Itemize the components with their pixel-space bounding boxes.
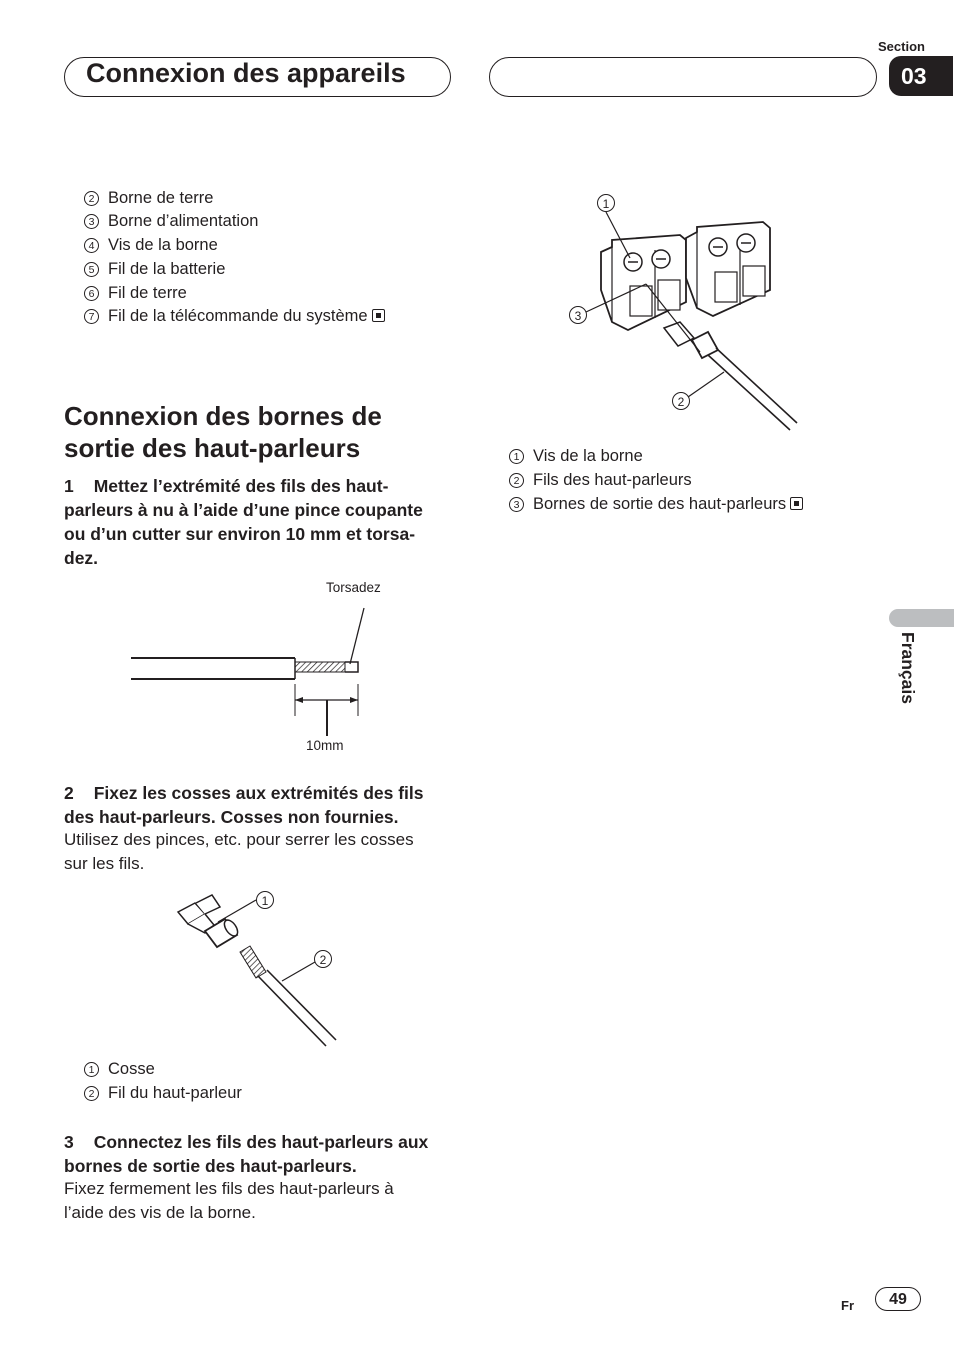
list-item-text: Borne de terre bbox=[108, 189, 214, 207]
callout-number: 1 bbox=[84, 1062, 99, 1077]
list-item-text: Fil du haut-parleur bbox=[108, 1084, 242, 1102]
step-line: dez. bbox=[64, 548, 99, 568]
section-label: Section bbox=[878, 39, 925, 54]
list-item bbox=[509, 471, 692, 490]
step-3 bbox=[64, 1130, 464, 1178]
callout-number: 2 bbox=[672, 392, 690, 410]
section-heading: Connexion des bornes de sortie des haut-parleurs bbox=[64, 401, 382, 463]
callout-number: 2 bbox=[84, 1086, 99, 1101]
footer-language-code: Fr bbox=[841, 1298, 854, 1313]
step-line: bornes de sortie des haut-parleurs. bbox=[64, 1156, 357, 1176]
list-item bbox=[509, 495, 803, 514]
callout-number: 7 bbox=[84, 309, 99, 324]
list-item-text: Fil de la télécommande du système bbox=[108, 307, 368, 325]
terminal-callout-1 bbox=[597, 194, 624, 214]
figure-label-length: 10mm bbox=[306, 738, 344, 753]
language-label: Français bbox=[898, 632, 918, 704]
body-line: l’aide des vis de la borne. bbox=[64, 1203, 256, 1222]
step-2 bbox=[64, 781, 454, 829]
step-number: 1 bbox=[64, 476, 74, 496]
terminal-callout-2 bbox=[672, 392, 699, 412]
list-item bbox=[84, 212, 258, 231]
step-line: Fixez les cosses aux extrémités des fils bbox=[93, 783, 424, 803]
callout-number: 5 bbox=[84, 262, 99, 277]
callout-number: 2 bbox=[509, 473, 524, 488]
list-item-text: Borne d’alimentation bbox=[108, 212, 259, 230]
list-item bbox=[84, 236, 218, 255]
language-tab bbox=[889, 609, 954, 627]
lug-callout-1 bbox=[256, 891, 283, 911]
figure-label-twist: Torsadez bbox=[326, 580, 381, 595]
list-item bbox=[84, 307, 385, 326]
list-item bbox=[509, 447, 643, 466]
callout-number: 1 bbox=[597, 194, 615, 212]
list-item-text: Fil de terre bbox=[108, 284, 187, 302]
step-3-body bbox=[64, 1177, 464, 1225]
terminal-callout-3 bbox=[569, 306, 596, 326]
section-number-badge: 03 bbox=[889, 56, 953, 96]
step-number: 2 bbox=[64, 783, 74, 803]
callout-number: 6 bbox=[84, 286, 99, 301]
list-item-text: Vis de la borne bbox=[533, 447, 643, 465]
callout-number: 3 bbox=[569, 306, 587, 324]
header-empty-frame bbox=[489, 57, 877, 97]
list-item bbox=[84, 189, 213, 208]
step-line: Mettez l’extrémité des fils des haut- bbox=[93, 476, 389, 496]
callout-number: 2 bbox=[314, 950, 332, 968]
step-line: parleurs à nu à l’aide d’une pince coupante bbox=[64, 500, 423, 520]
page-number: 49 bbox=[875, 1287, 921, 1311]
list-item-text: Fil de la batterie bbox=[108, 260, 226, 278]
list-item-text: Fils des haut-parleurs bbox=[533, 471, 692, 489]
lug-callout-2 bbox=[314, 950, 341, 970]
callout-number: 1 bbox=[256, 891, 274, 909]
step-2-body bbox=[64, 828, 454, 876]
list-item bbox=[84, 260, 225, 279]
callout-number: 2 bbox=[84, 191, 99, 206]
list-item-text: Bornes de sortie des haut-parleurs bbox=[533, 495, 787, 513]
step-line: des haut-parleurs. Cosses non fournies. bbox=[64, 807, 399, 827]
list-item bbox=[84, 1060, 155, 1079]
callout-number: 3 bbox=[84, 214, 99, 229]
body-line: Utilisez des pinces, etc. pour serrer les cosses bbox=[64, 830, 414, 849]
callout-number: 4 bbox=[84, 238, 99, 253]
page-title: Connexion des appareils bbox=[86, 58, 406, 88]
callout-number: 1 bbox=[509, 449, 524, 464]
list-item bbox=[84, 284, 187, 303]
step-line: Connectez les fils des haut-parleurs aux bbox=[93, 1132, 429, 1152]
end-mark-icon bbox=[790, 497, 803, 510]
list-item-text: Vis de la borne bbox=[108, 236, 218, 254]
list-item bbox=[84, 1084, 242, 1103]
list-item-text: Cosse bbox=[108, 1060, 155, 1078]
step-number: 3 bbox=[64, 1132, 74, 1152]
callout-number: 3 bbox=[509, 497, 524, 512]
end-mark-icon bbox=[372, 309, 385, 322]
step-line: ou d’un cutter sur environ 10 mm et torsa- bbox=[64, 524, 416, 544]
body-line: sur les fils. bbox=[64, 854, 145, 873]
body-line: Fixez fermement les fils des haut-parleurs à bbox=[64, 1179, 394, 1198]
step-1 bbox=[64, 474, 454, 570]
